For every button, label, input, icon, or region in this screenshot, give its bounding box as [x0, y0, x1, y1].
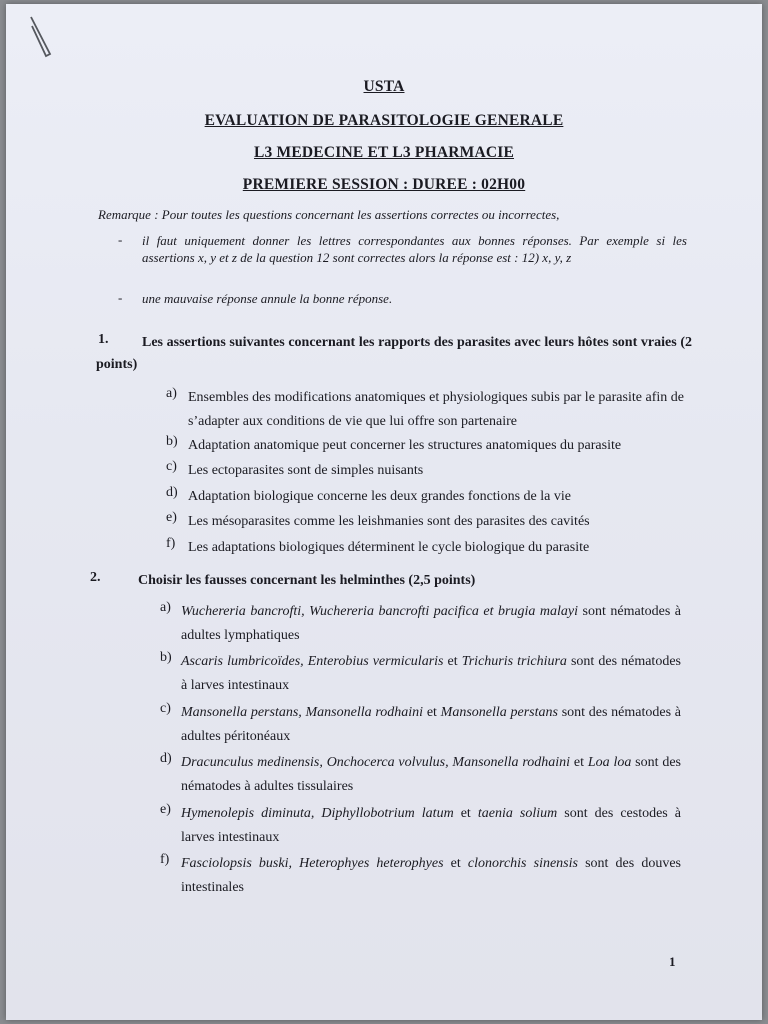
q1-item-letter: c) — [166, 459, 177, 474]
q1-item-letter: a) — [166, 386, 177, 401]
q2-item-letter: b) — [160, 650, 172, 665]
q1-item-text: Adaptation biologique concerne les deux grandes fonctions de la vie — [188, 489, 571, 504]
q2-item-text: Wuchereria bancrofti, Wuchereria bancrofti pacifica et brugia malayi sont nématodes à adultes lymphatiques — [181, 604, 681, 643]
q1-item-text: Ensembles des modifications anatomiques et physiologiques subis par le parasite afin de s’adapter aux conditions de vie que lui offre son partenaire — [188, 390, 684, 429]
q2-item-letter: c) — [160, 701, 171, 716]
q2-item-text: Ascaris lumbricoïdes, Enterobius vermicularis et Trichuris trichiura sont des nématodes à larves intestinaux — [181, 654, 681, 693]
q2-item-letter: d) — [160, 751, 172, 766]
q1-item-letter: e) — [166, 510, 177, 525]
exam-title: EVALUATION DE PARASITOLOGIE GENERALE — [204, 112, 564, 129]
q2-item-letter: f) — [160, 852, 170, 867]
q1-item-text: Les ectoparasites sont de simples nuisants — [188, 463, 424, 478]
q2-item-text: Dracunculus medinensis, Onchocerca volvulus, Mansonella rodhaini et Loa loa sont des nématodes à adultes tissulaires — [181, 755, 682, 794]
remark-bullet-2: une mauvaise réponse annule la bonne réponse. — [142, 291, 393, 306]
question-1-number: 1. — [98, 332, 109, 347]
q2-item-letter: e) — [160, 802, 171, 817]
exam-session: PREMIERE SESSION : DUREE : 02H00 — [242, 176, 526, 193]
q1-item-text: Adaptation anatomique peut concerner les structures anatomiques du parasite — [188, 438, 622, 453]
bullet-mark: - — [118, 232, 123, 247]
q2-item-text: Fasciolopsis buski, Heterophyes heterophyes et clonorchis sinensis sont des douves intestinales — [181, 856, 682, 895]
remark-intro: Remarque : Pour toutes les questions concernant les assertions correctes ou incorrectes, — [98, 207, 560, 222]
q1-item-letter: b) — [166, 434, 178, 449]
paper-clip-icon — [28, 14, 54, 58]
school-name: USTA — [363, 78, 405, 95]
remark-bullet-1: il faut uniquement donner les lettres correspondantes aux bonnes réponses. Par exemple si les assertions x, y et z de la question 12 sont correctes alors la réponse est : 12) x, y, z — [142, 233, 687, 265]
q2-item-text: Mansonella perstans, Mansonella rodhaini et Mansonella perstans sont des nématodes à adultes péritonéaux — [181, 705, 681, 744]
q2-item-letter: a) — [160, 600, 171, 615]
bullet-mark: - — [118, 290, 123, 305]
q1-item-text: Les mésoparasites comme les leishmanies sont des parasites des cavités — [188, 514, 590, 529]
question-2-number: 2. — [90, 570, 101, 585]
q2-item-text: Hymenolepis diminuta, Diphyllobotrium latum et taenia solium sont des cestodes à larves intestinaux — [181, 806, 681, 845]
exam-level: L3 MEDECINE ET L3 PHARMACIE — [253, 144, 515, 161]
q1-item-letter: f) — [166, 536, 176, 551]
question-1-text: Les assertions suivantes concernant les rapports des parasites avec leurs hôtes sont vraies (2 points) — [96, 335, 692, 372]
question-2-text: Choisir les fausses concernant les helminthes (2,5 points) — [138, 573, 476, 588]
q1-item-letter: d) — [166, 485, 178, 500]
q1-item-text: Les adaptations biologiques déterminent le cycle biologique du parasite — [188, 540, 590, 555]
page-number: 1 — [669, 954, 676, 969]
exam-sheet — [6, 4, 762, 1020]
